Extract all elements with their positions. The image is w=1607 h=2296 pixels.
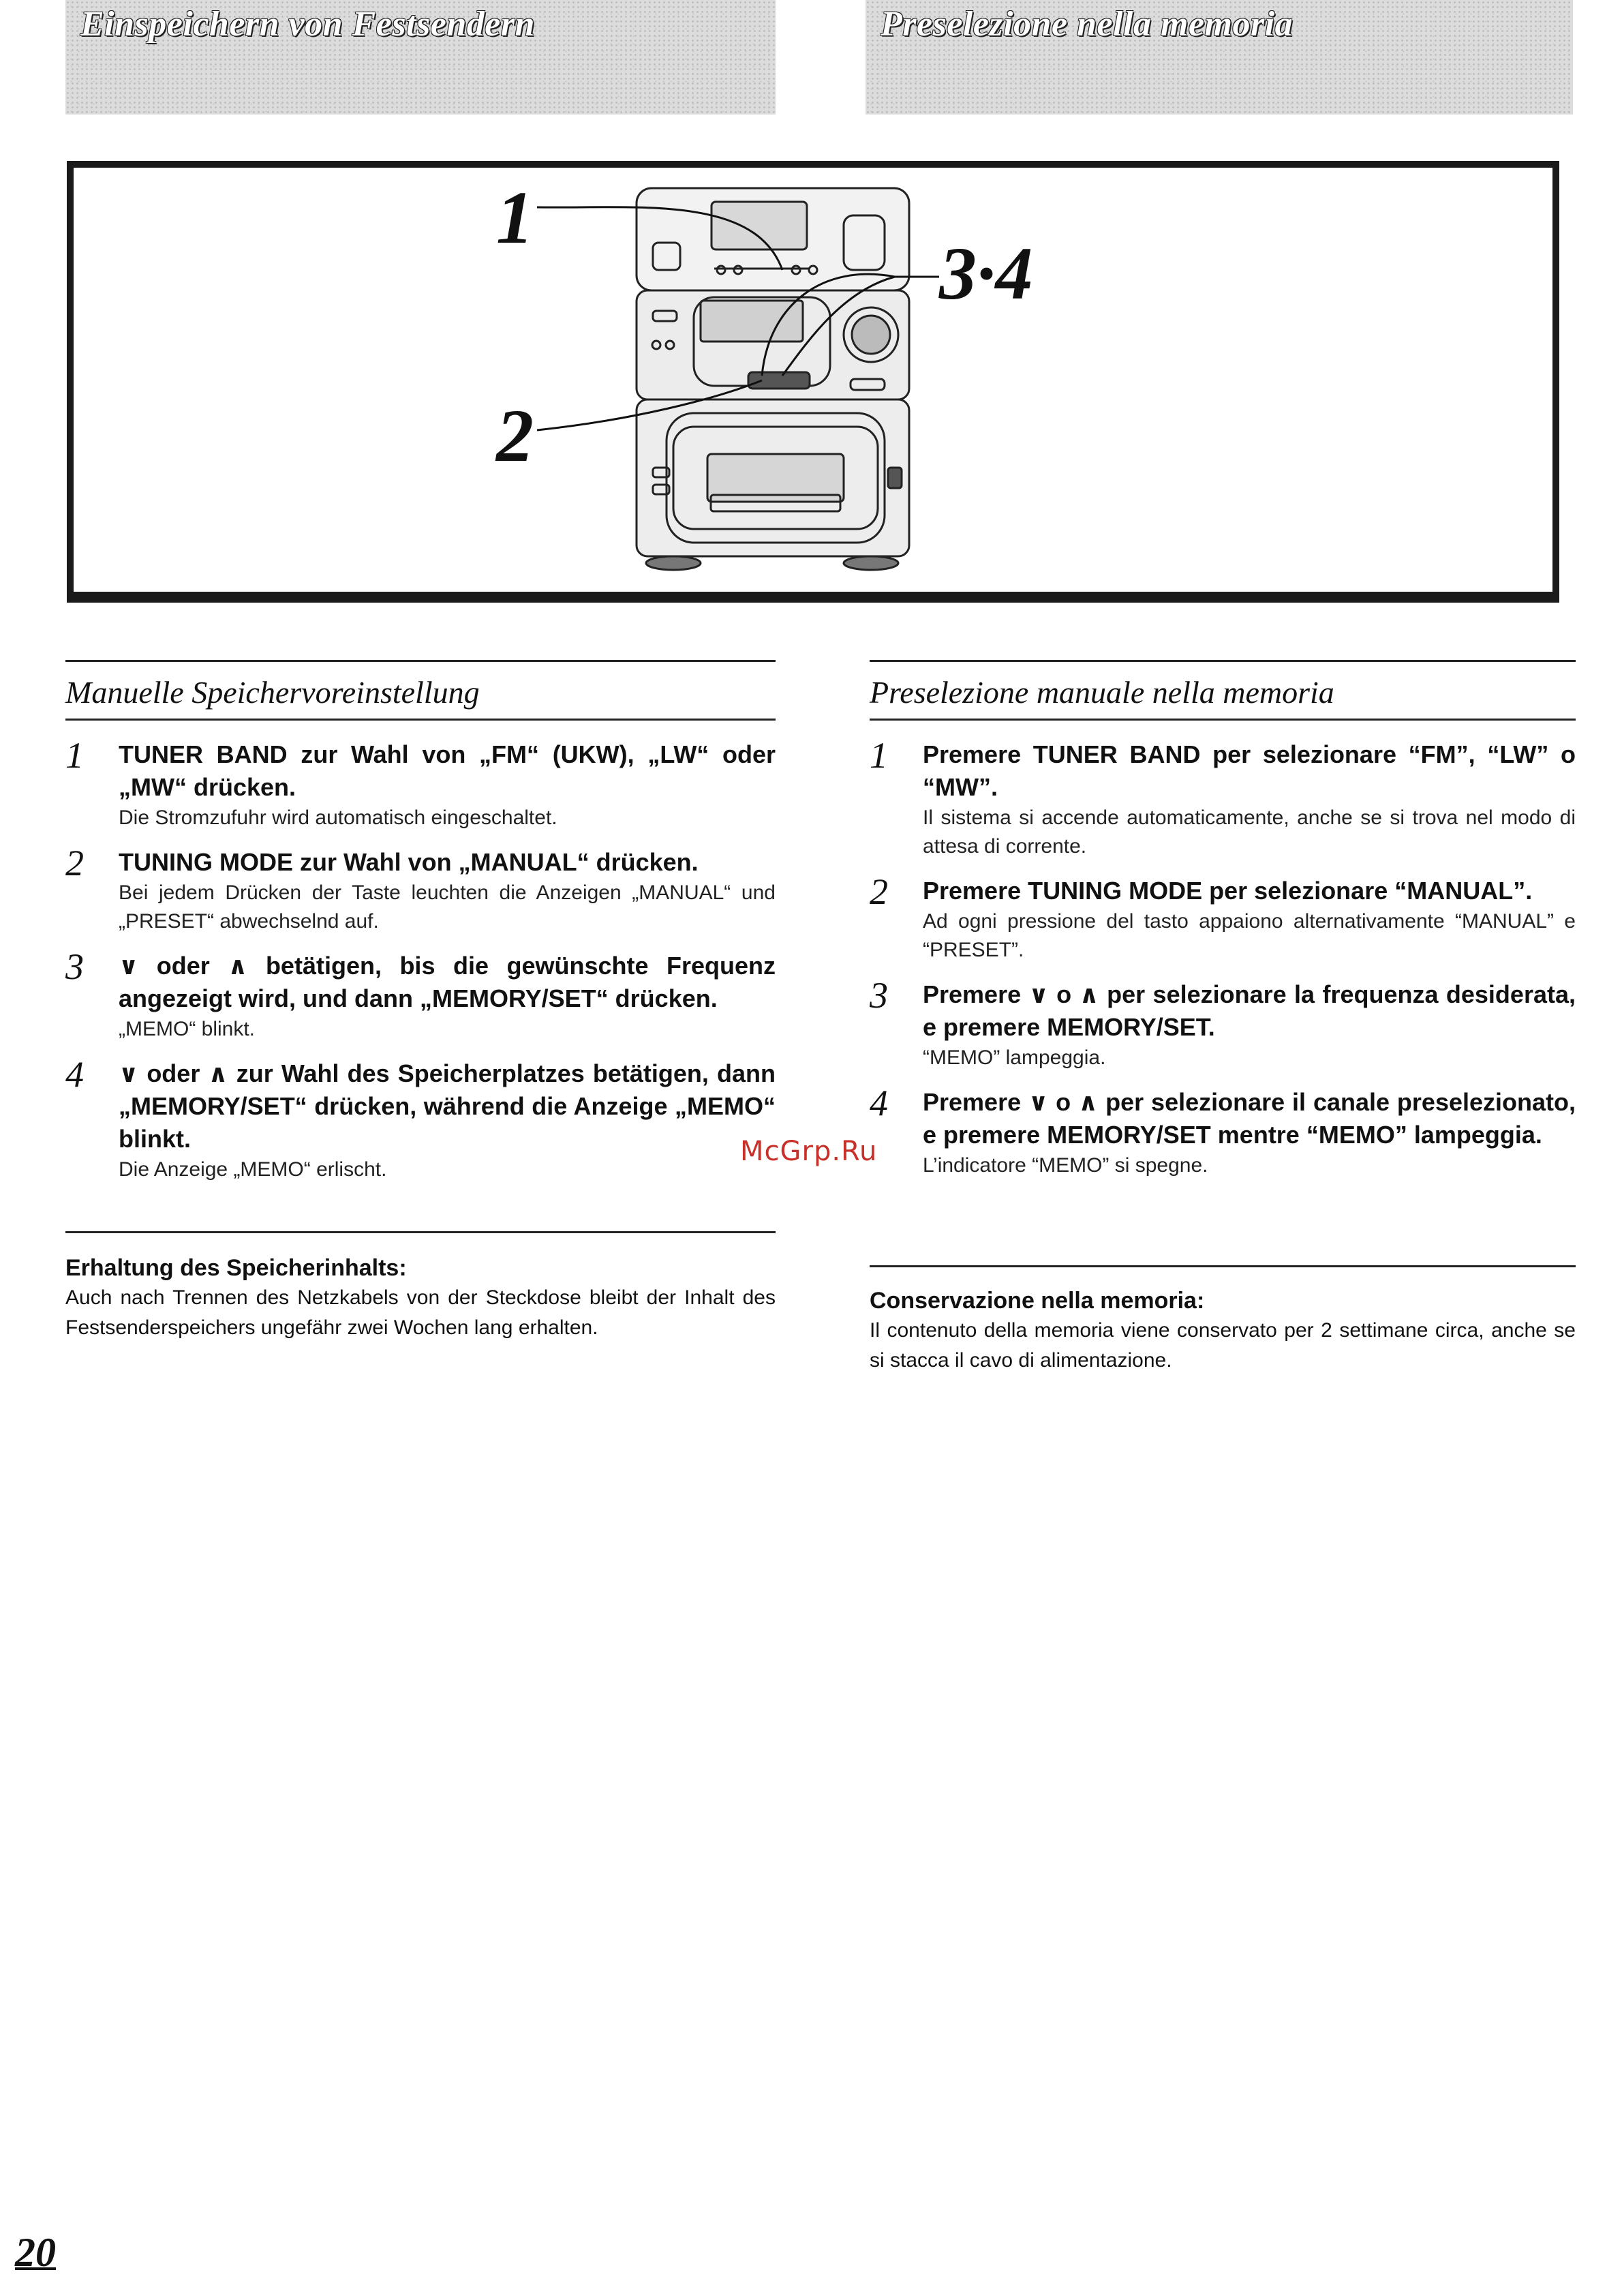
header-title-german: Einspeichern von Festsendern — [80, 5, 535, 44]
step-number: 4 — [870, 1083, 888, 1123]
german-memory-note — [65, 1253, 776, 1343]
page-number: 20 — [15, 2230, 56, 2275]
step-note: Bei jedem Drücken der Taste leuchten die Anzeigen „MANUAL“ und „PRESET“ abwechselnd auf. — [119, 881, 776, 933]
step-number: 1 — [65, 735, 84, 776]
italian-step-4 — [870, 1083, 1576, 1180]
german-step-1 — [65, 735, 776, 832]
italian-step-2 — [870, 871, 1576, 965]
step-instruction: Premere ∨ o ∧ per selezionare il canale preselezionato, e premere MEMORY/SET mentre “MEMO” lampeggia. — [923, 1088, 1576, 1149]
step-instruction: ∨ oder ∧ zur Wahl des Speicherplatzes betätigen, dann „MEMORY/SET“ drücken, während die Anzeige „MEMO“ blinkt. — [119, 1059, 776, 1153]
italian-step-1 — [870, 735, 1576, 861]
italian-step-3 — [870, 975, 1576, 1072]
step-note: Die Stromzufuhr wird automatisch eingeschaltet. — [119, 806, 557, 829]
italian-column — [870, 660, 1576, 1194]
stereo-system-illustration — [74, 168, 1552, 592]
watermark: McGrp.Ru — [740, 1136, 878, 1167]
step-instruction: Premere TUNER BAND per selezionare “FM”, “LW” o “MW”. — [923, 740, 1576, 801]
figure-frame — [67, 161, 1559, 603]
header-title-italian: Preselezione nella memoria — [881, 5, 1294, 44]
italian-steps — [870, 735, 1576, 1180]
callout-3-4: 3·4 — [939, 232, 1033, 315]
german-note-divider — [65, 1231, 776, 1233]
italian-note-divider — [870, 1265, 1576, 1267]
german-step-3 — [65, 946, 776, 1044]
header-bar-italian — [866, 0, 1573, 115]
step-note: Ad ogni pressione del tasto appaiono alternativamente “MANUAL” e “PRESET”. — [923, 910, 1576, 961]
step-instruction: ∨ oder ∧ betätigen, bis die gewünschte Frequenz angezeigt wird, und dann „MEMORY/SET“ drücken. — [119, 952, 776, 1012]
step-number: 2 — [870, 871, 888, 912]
step-note: L’indicatore “MEMO” si spegne. — [923, 1154, 1208, 1177]
step-note: „MEMO“ blinkt. — [119, 1018, 256, 1040]
german-steps — [65, 735, 776, 1184]
german-section-title: Manuelle Speichervoreinstellung — [65, 660, 776, 721]
step-note: “MEMO” lampeggia. — [923, 1046, 1106, 1069]
step-instruction: Premere ∨ o ∧ per selezionare la frequenza desiderata, e premere MEMORY/SET. — [923, 980, 1576, 1041]
note-body: Il contenuto della memoria viene conservato per 2 settimane circa, anche se si stacca il cavo di alimentazione. — [870, 1319, 1576, 1372]
callout-2: 2 — [496, 394, 534, 477]
step-number: 1 — [870, 735, 888, 776]
step-instruction: Premere TUNING MODE per selezionare “MANUAL”. — [923, 877, 1533, 905]
step-number: 2 — [65, 843, 84, 883]
step-note: Il sistema si accende automaticamente, anche se si trova nel modo di attesa di corrente. — [923, 806, 1576, 858]
step-number: 3 — [65, 946, 84, 987]
german-step-2 — [65, 843, 776, 936]
step-instruction: TUNING MODE zur Wahl von „MANUAL“ drücken. — [119, 848, 699, 876]
note-body: Auch nach Trennen des Netzkabels von der Steckdose bleibt der Inhalt des Festsenderspeichers ungefähr zwei Wochen lang erhalten. — [65, 1286, 776, 1339]
italian-memory-note — [870, 1286, 1576, 1376]
header-bar-german — [65, 0, 776, 115]
note-heading: Erhaltung des Speicherinhalts: — [65, 1255, 407, 1281]
italian-section-title: Preselezione manuale nella memoria — [870, 660, 1576, 721]
step-instruction: TUNER BAND zur Wahl von „FM“ (UKW), „LW“ oder „MW“ drücken. — [119, 740, 776, 801]
note-heading: Conservazione nella memoria: — [870, 1288, 1205, 1314]
step-number: 4 — [65, 1054, 84, 1095]
step-note: Die Anzeige „MEMO“ erlischt. — [119, 1158, 387, 1181]
callout-1: 1 — [496, 176, 534, 259]
step-number: 3 — [870, 975, 888, 1016]
german-column — [65, 660, 776, 1198]
german-step-4 — [65, 1054, 776, 1184]
